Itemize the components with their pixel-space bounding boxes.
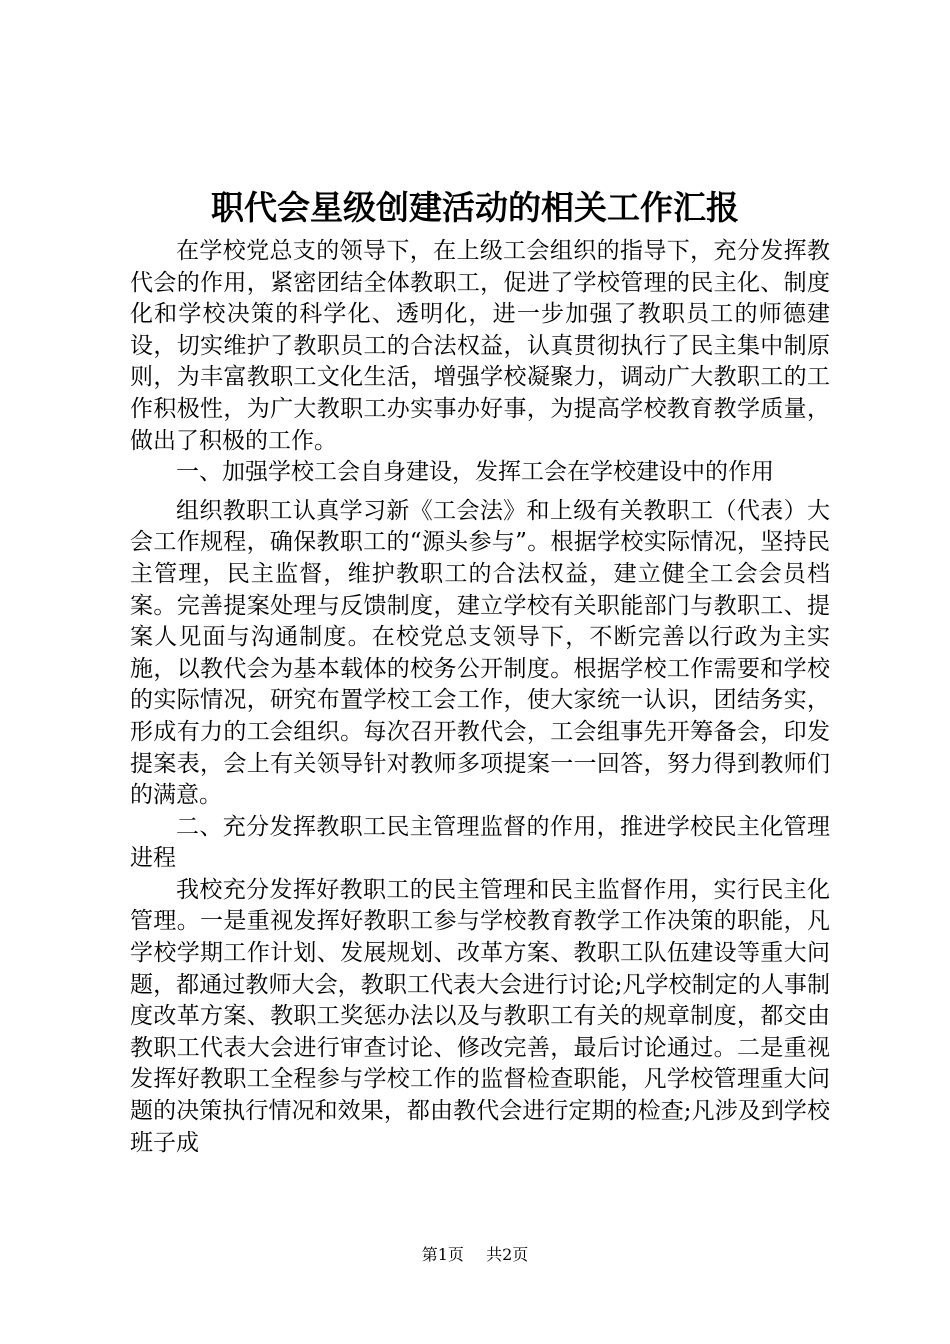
section-heading-1: 一、加强学校工会自身建设，发挥工会在学校建设中的作用: [176, 459, 774, 486]
section-heading-2: 二、充分发挥教职工民主管理监督的作用，推进学校民主化管理进程: [130, 813, 830, 872]
page-total: 共2页: [486, 1245, 529, 1264]
document-title: 职代会星级创建活动的相关工作汇报: [211, 188, 739, 227]
paragraph-intro: 在学校党总支的领导下，在上级工会组织的指导下，充分发挥教代会的作用，紧密团结全体教职工，促进了学校管理的民主化、制度化和学校决策的科学化、透明化，进一步加强了教职员工的师德建设，切实维护了教职员工的合法权益，认真贯彻执行了民主集中制原则，为丰富教职工文化生活，增强学校凝聚力，调动广大教职工的工作积极性，为广大教职工办实事办好事，为提高学校教育教学质量，做出了积极的工作。: [130, 238, 830, 454]
paragraph-section-2: 我校充分发挥好教职工的民主管理和民主监督作用，实行民主化管理。一是重视发挥好教职工参与学校教育教学工作决策的职能，凡学校学期工作计划、发展规划、改革方案、教职工队伍建设等重大问题，都通过教师大会，教职工代表大会进行讨论;凡学校制定的人事制度改革方案、教职工奖惩办法以及与教职工有关的规章制度，都交由教职工代表大会进行审查讨论、修改完善，最后讨论通过。二是重视发挥好教职工全程参与学校工作的监督检查职能，凡学校管理重大问题的决策执行情况和效果，都由教代会进行定期的检查;凡涉及到学校班子成: [130, 876, 830, 1156]
page-footer: [0, 1244, 950, 1266]
document-body: [130, 236, 830, 1159]
paragraph-section-1: 组织教职工认真学习新《工会法》和上级有关教职工（代表）大会工作规程，确保教职工的“源头参与”。根据学校实际情况，坚持民主管理，民主监督，维护教职工的合法权益，建立健全工会会员档案。完善提案处理与反馈制度，建立学校有关职能部门与教职工、提案人见面与沟通制度。在校党总支领导下，不断完善以行政为主实施，以教代会为基本载体的校务公开制度。根据学校工作需要和学校的实际情况，研究布置学校工会工作，使大家统一认识，团结务实，形成有力的工会组织。每次召开教代会，工会组事先开筹备会，印发提案表，会上有关领导针对教师多项提案一一回答，努力得到教师们的满意。: [130, 497, 830, 809]
page-number: 第1页: [421, 1245, 464, 1264]
